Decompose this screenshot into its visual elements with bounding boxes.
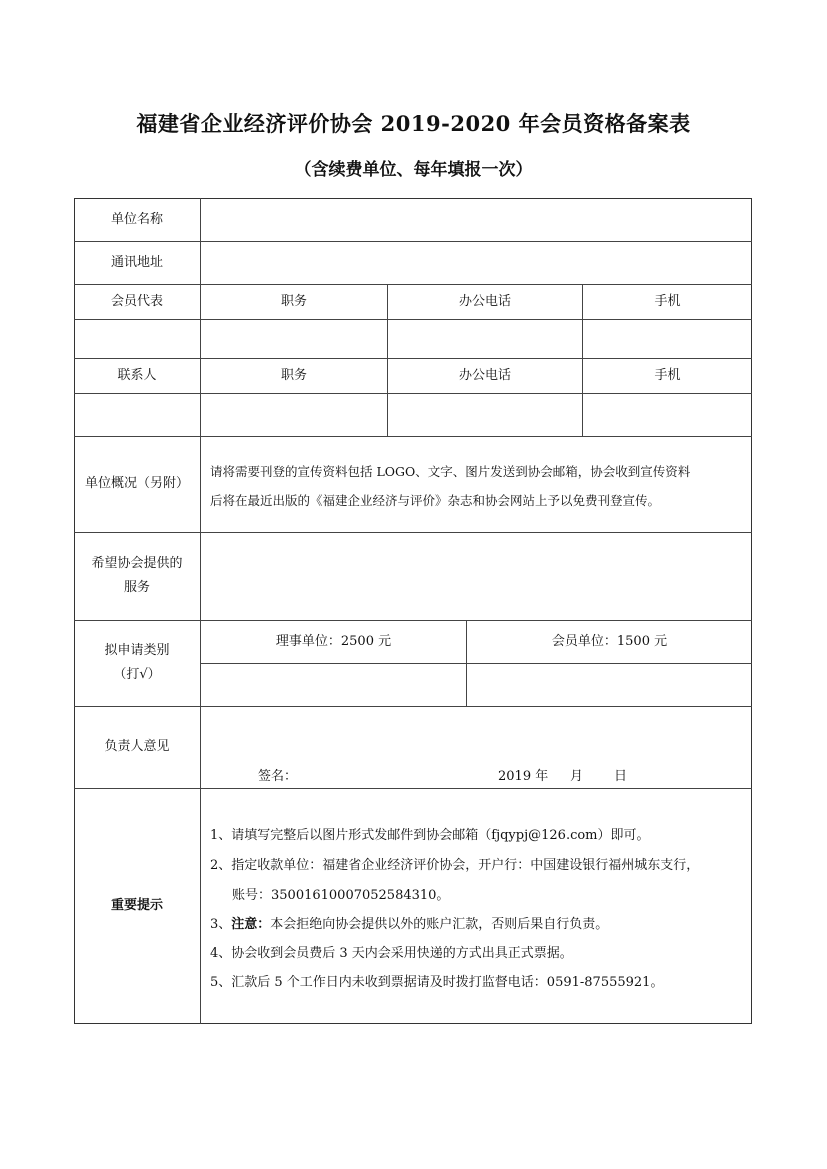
- notice-item-3-text: 本会拒绝向协会提供以外的账户汇款，否则后果自行负责。: [270, 917, 609, 932]
- member-option-checkbox[interactable]: [467, 664, 752, 706]
- leader-opinion-label: 负责人意见: [104, 739, 170, 754]
- overview-label: 单位概况（另附）: [84, 476, 189, 491]
- address-field[interactable]: [201, 241, 752, 284]
- notice-item-5: 5、汇款后 5 个工作日内未收到票据请及时拨打监督电话：0591-87555921。: [210, 975, 664, 990]
- services-label-line1: 希望协会提供的: [91, 556, 183, 571]
- notice-item-4: 4、协会收到会员费后 3 天内会采用快递的方式出具正式票据。: [210, 946, 573, 961]
- contact-office-phone-field[interactable]: [388, 393, 582, 436]
- page-subtitle: （含续费单位、每年填报一次）: [294, 160, 533, 180]
- address-label: 通讯地址: [110, 254, 163, 270]
- services-field[interactable]: [201, 532, 752, 620]
- member-rep-label: 会员代表: [110, 293, 163, 309]
- date-year: 2019 年: [498, 769, 549, 784]
- notice-item-1: 1、请填写完整后以图片形式发邮件到协会邮箱（fjqypj@126.com）即可。: [210, 828, 650, 843]
- member-rep-mobile-header: 手机: [654, 293, 681, 309]
- notice-item-2b: 账号：35001610007052584310。: [232, 888, 450, 903]
- contact-mobile-header: 手机: [654, 367, 681, 383]
- contact-position-field[interactable]: [201, 393, 387, 436]
- member-rep-office-phone-header: 办公电话: [458, 293, 511, 309]
- member-rep-name-field[interactable]: [74, 319, 200, 358]
- member-option-label: 会员单位：1500 元: [551, 633, 668, 649]
- leader-opinion-field[interactable]: [201, 706, 752, 766]
- category-label-line1: 拟申请类别: [104, 643, 170, 658]
- page-title: 福建省企业经济评价协会 2019-2020 年会员资格备案表: [136, 111, 691, 136]
- notice-label: 重要提示: [110, 898, 163, 913]
- category-label: [74, 620, 200, 706]
- category-label-line2: （打√）: [113, 667, 161, 682]
- member-rep-mobile-field[interactable]: [583, 319, 752, 358]
- contact-name-field[interactable]: [74, 393, 200, 436]
- signature-label: 签名：: [258, 769, 298, 784]
- notice-item-2a: 2、指定收款单位：福建省企业经济评价协会，开户行：中国建设银行福州城东支行，: [210, 858, 700, 873]
- overview-text-line2: 后将在最近出版的《福建企业经济与评价》杂志和协会网站上予以免费刊登宣传。: [210, 493, 661, 508]
- unit-name-field[interactable]: [201, 198, 752, 241]
- date-day: 日: [614, 769, 628, 784]
- director-option-label: 理事单位：2500 元: [275, 633, 392, 649]
- contact-position-header: 职务: [280, 367, 307, 383]
- member-rep-office-phone-field[interactable]: [388, 319, 582, 358]
- contact-label: 联系人: [117, 367, 157, 383]
- date-month: 月: [570, 769, 584, 784]
- member-rep-position-field[interactable]: [201, 319, 387, 358]
- contact-mobile-field[interactable]: [583, 393, 752, 436]
- services-label-line2: 服务: [123, 580, 150, 595]
- services-label: [74, 532, 200, 620]
- notice-item-3-prefix: 3、: [210, 917, 232, 932]
- notice-item-3: [210, 910, 746, 940]
- notice-item-3-warning: 注意：: [231, 917, 271, 932]
- unit-name-label: 单位名称: [110, 211, 163, 227]
- member-rep-position-header: 职务: [280, 293, 307, 309]
- overview-text-line1: 请将需要刊登的宣传资料包括 LOGO、文字、图片发送到协会邮箱，协会收到宣传资料: [210, 464, 691, 479]
- director-option-checkbox[interactable]: [201, 664, 466, 706]
- contact-office-phone-header: 办公电话: [458, 367, 511, 383]
